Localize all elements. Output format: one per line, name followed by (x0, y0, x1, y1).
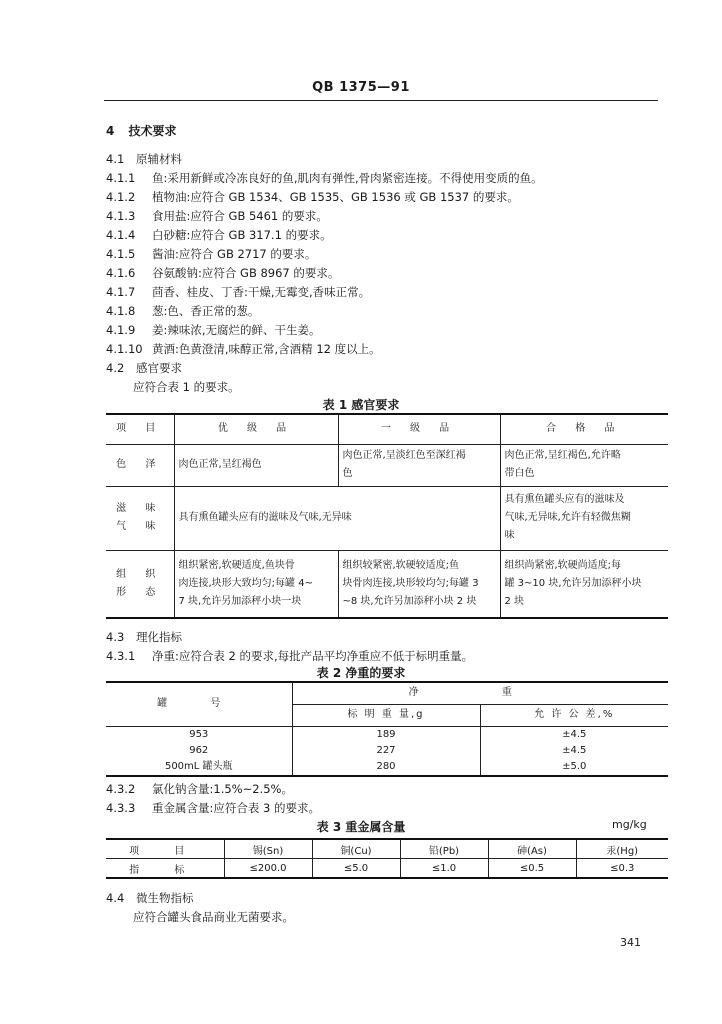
clause-title: 理化指标 (136, 630, 182, 644)
table-1-caption: 表 1 感官要求 (322, 398, 400, 412)
subsection-4-3 (106, 629, 182, 645)
table-row (106, 486, 668, 550)
table-cell: 肉色正常,呈红褐色 (174, 444, 338, 486)
clause-4-3-2 (106, 781, 293, 797)
clause-4-1-6 (106, 265, 339, 281)
table-1 (106, 413, 668, 619)
header-cell: 合 格 品 (500, 414, 668, 444)
cell-line: 气味,无异味,允许有轻微焦糊 (504, 512, 631, 523)
clause-4-2-text: 应符合表 1 的要求。 (133, 380, 240, 394)
table-3-unit: mg/kg (612, 818, 647, 831)
cell-line: 具有熏鱼罐头应有的滋味及 (504, 494, 625, 505)
clause-text: 食用盐:应符合 GB 5461 的要求。 (152, 209, 328, 223)
standard-code: QB 1375—91 (312, 80, 410, 95)
clause-number: 4.1.10 (106, 342, 143, 356)
clause-4-1-5 (106, 246, 316, 262)
clause-number: 4.1.8 (106, 304, 136, 318)
table-header-row (106, 414, 668, 444)
clause-text: 鱼:采用新鲜或冷冻良好的鱼,肌肉有弹性,骨肉紧密连接。不得使用变质的鱼。 (152, 171, 543, 185)
header-cell: 铜(Cu) (312, 839, 400, 859)
clause-4-4-text: 应符合罐头食品商业无菌要求。 (133, 910, 294, 924)
cell-line: 肉连接,块形大致均匀;每罐 4~ (178, 577, 313, 589)
table-cell: ±4.5 (562, 728, 587, 740)
clause-text: 谷氨酸钠:应符合 GB 8967 的要求。 (152, 266, 340, 280)
clause-text: 白砂糖:应符合 GB 317.1 的要求。 (152, 228, 332, 242)
clause-number: 4.1.4 (106, 228, 136, 242)
clause-number: 4.1.9 (106, 323, 136, 337)
table-cell: ≤0.3 (576, 859, 668, 879)
table-cell: 500mL 罐头瓶 (106, 759, 292, 776)
row-label (106, 550, 174, 618)
header-cell: 汞(Hg) (576, 839, 668, 859)
cell-line: 肉色正常,呈红褐色,允许略 (504, 450, 621, 461)
table-cell: 具有熏鱼罐头应有的滋味及气味,无异味 (174, 486, 500, 550)
cell-line: 块骨肉连接,块形较均匀;每罐 3 (342, 577, 479, 589)
clause-4-1-2 (106, 189, 519, 205)
clause-4-1-3 (106, 208, 328, 224)
clause-number: 4.3.2 (106, 782, 136, 796)
clause-number: 4.1 (106, 152, 125, 166)
table-cell: 953 (106, 726, 292, 743)
clause-number: 4.4 (106, 891, 125, 905)
header-cell: 优 级 品 (174, 414, 338, 444)
table-cell: ≤1.0 (400, 859, 488, 879)
table-cell: ±5.0 (480, 759, 668, 776)
table-row (106, 726, 668, 743)
clause-4-3-3 (106, 800, 320, 816)
table-cell (338, 444, 500, 486)
header-cell: 砷(As) (488, 839, 576, 859)
table-row (106, 759, 668, 776)
table-cell (500, 444, 668, 486)
table-cell: 189 (292, 726, 480, 743)
header-cell: 允 许 公 差,% (480, 704, 668, 726)
clause-number: 4.1.1 (106, 171, 136, 185)
clause-text: 酱油:应符合 GB 2717 的要求。 (152, 247, 317, 261)
table-cell: ≤0.5 (488, 859, 576, 879)
subsection-4-2 (106, 360, 182, 376)
table-cell (500, 486, 668, 550)
table-row (106, 444, 668, 486)
clause-title: 感官要求 (136, 361, 182, 375)
clause-text: 氯化钠含量:1.5%~2.5%。 (152, 782, 293, 796)
clause-4-3-1 (106, 648, 473, 664)
cell-line: 组织尚紧密,软硬尚适度;每 (504, 559, 622, 571)
clause-number: 4.1.6 (106, 266, 136, 280)
subsection-4-4 (106, 890, 194, 906)
header-cell: 铅(Pb) (400, 839, 488, 859)
header-cell: 项 目 (106, 414, 174, 444)
clause-title: 微生物指标 (136, 891, 194, 905)
header-cell: 锡(Sn) (224, 839, 312, 859)
clause-text: 姜:辣味浓,无腐烂的鲜、干生姜。 (152, 323, 321, 337)
clause-number: 4.2 (106, 361, 125, 375)
table-row (106, 550, 668, 618)
table-3-caption: 表 3 重金属含量 (316, 820, 406, 834)
cell-line: 形 态 (116, 586, 164, 598)
cell-line: 2 块 (504, 595, 525, 607)
clause-4-1-8 (106, 303, 259, 319)
table-cell (500, 550, 668, 618)
clause-number: 4.3.3 (106, 801, 136, 815)
cell-line: 罐 3~10 块,允许另加添秤小块 (504, 577, 642, 589)
clause-4-1-9 (106, 322, 321, 338)
row-label: 指 标 (106, 859, 224, 879)
cell-line: 肉色正常,呈淡红色至深红褐 (342, 450, 466, 461)
clause-text: 重金属含量:应符合表 3 的要求。 (152, 801, 321, 815)
header-cell: 罐 号 (106, 682, 292, 726)
section-title: 技术要求 (128, 124, 177, 138)
table-cell (174, 550, 338, 618)
clause-4-1-1 (106, 170, 543, 186)
table-cell (338, 550, 500, 618)
header-cell: 标 明 重 量,g (292, 704, 480, 726)
subsection-4-1 (106, 151, 182, 167)
table-header-row (106, 839, 668, 859)
table-cell: 227 (292, 743, 480, 759)
clause-text: 茴香、桂皮、丁香:干燥,无霉变,香味正常。 (152, 285, 371, 299)
page-number: 341 (620, 936, 641, 949)
cell-line: 组 织 (116, 568, 164, 580)
table-cell: 280 (292, 759, 480, 776)
cell-line: ~8 块,允许另加添秤小块 2 块 (342, 595, 477, 607)
cell-line: 味 (504, 530, 515, 541)
table-row (106, 859, 668, 879)
cell-line: 带白色 (504, 468, 535, 479)
clause-text: 黄酒:色黄澄清,味醇正常,含酒精 12 度以上。 (152, 342, 381, 356)
row-label (106, 486, 174, 550)
cell-line: 气 味 (116, 521, 164, 532)
header-cell: 一 级 品 (338, 414, 500, 444)
table-header-row (106, 682, 668, 704)
cell-line: 色 (342, 468, 353, 479)
cell-line: 组织较紧密,软硬较适度;鱼 (342, 559, 460, 571)
row-label: 色 泽 (106, 444, 174, 486)
clause-number: 4.3 (106, 630, 125, 644)
clause-number: 4.1.7 (106, 285, 136, 299)
clause-number: 4.1.5 (106, 247, 136, 261)
cell-line: 滋 味 (116, 503, 164, 514)
table-cell: ≤5.0 (312, 859, 400, 879)
clause-number: 4.1.3 (106, 209, 136, 223)
section-number: 4 (106, 124, 115, 138)
clause-text: 植物油:应符合 GB 1534、GB 1535、GB 1536 或 GB 1537 的要求。 (152, 190, 519, 204)
table-cell: 962 (106, 743, 292, 759)
cell-line: 7 块,允许另加添秤小块一块 (178, 595, 302, 607)
clause-title: 原辅材料 (136, 152, 182, 166)
clause-number: 4.1.2 (106, 190, 136, 204)
table-2-caption: 表 2 净重的要求 (316, 666, 406, 680)
table-cell: ≤200.0 (224, 859, 312, 879)
table-2 (106, 681, 668, 777)
clause-4-1-10 (106, 341, 381, 357)
clause-text: 葱:色、香正常的葱。 (152, 304, 260, 318)
header-rule (104, 100, 658, 101)
table-3 (106, 838, 668, 879)
section-4-heading (106, 122, 177, 139)
table-row (106, 743, 668, 759)
clause-number: 4.3.1 (106, 649, 136, 663)
clause-4-1-7 (106, 284, 370, 300)
cell-line: 组织紧密,软硬适度,鱼块骨 (178, 559, 295, 571)
table-cell: ±4.5 (562, 744, 587, 756)
header-cell: 项 目 (106, 839, 224, 859)
clause-text: 净重:应符合表 2 的要求,每批产品平均净重应不低于标明重量。 (152, 649, 474, 663)
header-cell: 净 重 (292, 682, 668, 704)
clause-4-1-4 (106, 227, 332, 243)
